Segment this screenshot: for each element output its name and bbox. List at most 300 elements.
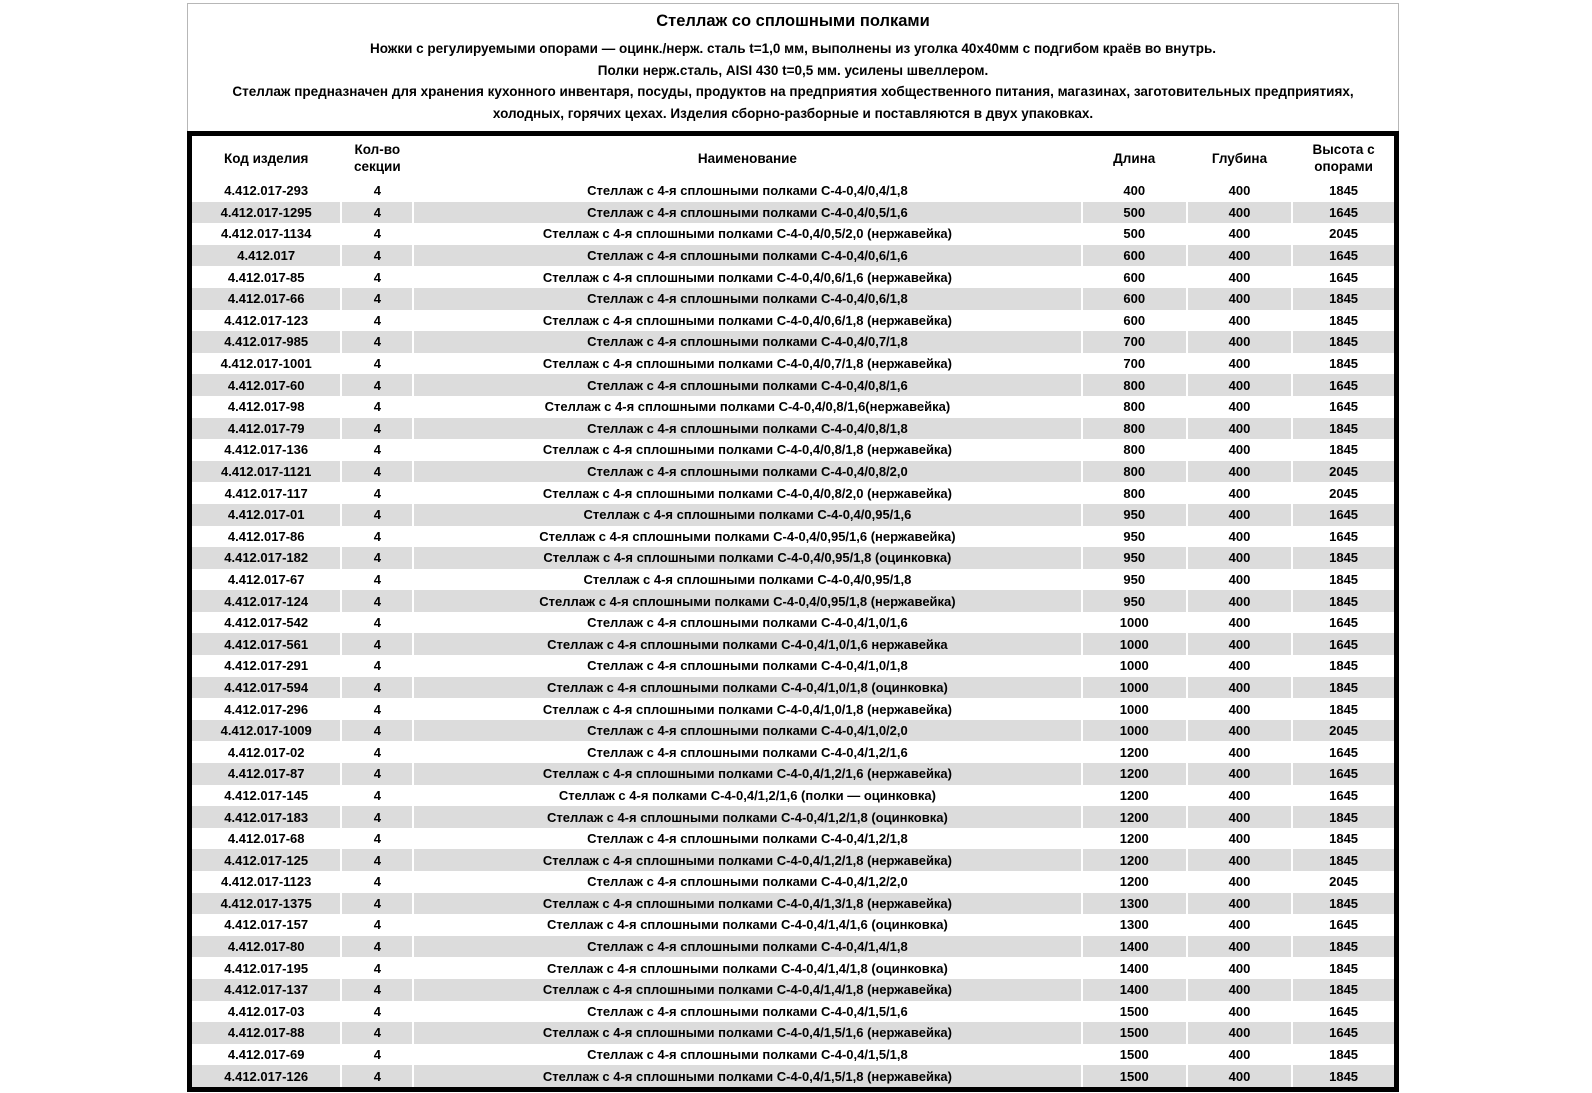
cell-qty: 4 [341, 202, 413, 224]
table-row [190, 893, 1397, 915]
cell-code: 4.412.017-69 [190, 1044, 342, 1066]
table-row [190, 957, 1397, 979]
cell-length: 800 [1082, 374, 1187, 396]
cell-depth: 400 [1187, 806, 1292, 828]
cell-name: Стеллаж с 4-я сплошными полками С-4-0,4/1,2/1,8 (оцинковка) [413, 806, 1081, 828]
cell-length: 950 [1082, 569, 1187, 591]
cell-name: Стеллаж с 4-я сплошными полками С-4-0,4/0,95/1,8 [413, 569, 1081, 591]
cell-depth: 400 [1187, 785, 1292, 807]
cell-qty: 4 [341, 871, 413, 893]
cell-qty: 4 [341, 439, 413, 461]
cell-code: 4.412.017-02 [190, 741, 342, 763]
cell-depth: 400 [1187, 331, 1292, 353]
cell-depth: 400 [1187, 223, 1292, 245]
cell-length: 950 [1082, 547, 1187, 569]
cell-code: 4.412.017-1134 [190, 223, 342, 245]
cell-depth: 400 [1187, 914, 1292, 936]
table-row [190, 1022, 1397, 1044]
cell-qty: 4 [341, 310, 413, 332]
cell-code: 4.412.017-123 [190, 310, 342, 332]
column-header-depth: Глубина [1187, 134, 1292, 181]
table-row [190, 936, 1397, 958]
table-row [190, 374, 1397, 396]
cell-name: Стеллаж с 4-я сплошными полками С-4-0,4/0,7/1,8 [413, 331, 1081, 353]
cell-name: Стеллаж с 4-я сплошными полками С-4-0,4/1,2/1,6 (нержавейка) [413, 763, 1081, 785]
cell-height: 1645 [1329, 615, 1359, 631]
cell-height: 1845 [1292, 979, 1396, 1001]
cell-length: 1400 [1082, 936, 1187, 958]
cell-qty: 4 [341, 374, 413, 396]
cell-qty: 4 [341, 1044, 413, 1066]
cell-name: Стеллаж с 4-я сплошными полками С-4-0,4/0,6/1,6 [413, 245, 1081, 267]
cell-code: 4.412.017-1001 [190, 353, 342, 375]
cell-height: 1845 [1329, 831, 1359, 847]
cell-depth: 400 [1187, 763, 1292, 785]
cell-depth: 400 [1187, 569, 1292, 591]
cell-name: Стеллаж с 4-я сплошными полками С-4-0,4/1,2/1,8 (нержавейка) [413, 849, 1081, 871]
cell-depth: 400 [1187, 547, 1292, 569]
column-header-length: Длина [1082, 134, 1187, 181]
cell-height: 1845 [1292, 677, 1396, 699]
cell-length: 1000 [1082, 655, 1187, 677]
cell-length: 800 [1082, 482, 1187, 504]
cell-code: 4.412.017-1295 [190, 202, 342, 224]
cell-qty: 4 [341, 504, 413, 526]
cell-depth: 400 [1187, 504, 1292, 526]
cell-height: 1845 [1292, 331, 1396, 353]
table-header-row [190, 134, 1397, 181]
cell-depth: 400 [1187, 655, 1292, 677]
cell-name: Стеллаж с 4-я сплошными полками С-4-0,4/0,95/1,8 (оцинковка) [413, 547, 1081, 569]
cell-name: Стеллаж с 4-я сплошными полками С-4-0,4/0,95/1,6 (нержавейка) [413, 526, 1081, 548]
cell-qty: 4 [341, 288, 413, 310]
description-line: Ножки с регулируемыми опорами — оцинк./нерж. сталь t=1,0 мм, выполнены из уголка 40х40мм с подгибом краёв во внутрь. [369, 41, 1217, 56]
cell-height: 2045 [1329, 874, 1359, 890]
cell-name: Стеллаж с 4-я сплошными полками С-4-0,4/0,6/1,8 (нержавейка) [413, 310, 1081, 332]
cell-name: Стеллаж с 4-я сплошными полками С-4-0,4/1,4/1,8 [413, 936, 1081, 958]
cell-height: 1645 [1292, 245, 1396, 267]
cell-qty: 4 [341, 590, 413, 612]
cell-code: 4.412.017-296 [190, 698, 342, 720]
cell-depth: 400 [1187, 374, 1292, 396]
cell-length: 1000 [1082, 720, 1187, 742]
cell-name: Стеллаж с 4-я сплошными полками С-4-0,4/0,95/1,8 (нержавейка) [413, 590, 1081, 612]
cell-name: Стеллаж с 4-я сплошными полками С-4-0,4/0,4/1,8 [413, 180, 1081, 202]
cell-depth: 400 [1187, 633, 1292, 655]
cell-height: 1845 [1329, 442, 1359, 458]
table-row [190, 504, 1397, 526]
cell-code: 4.412.017-157 [190, 914, 342, 936]
cell-code: 4.412.017-291 [190, 655, 342, 677]
cell-name: Стеллаж с 4-я сплошными полками С-4-0,4/0,8/1,8 [413, 418, 1081, 440]
cell-height: 2045 [1292, 720, 1396, 742]
cell-depth: 400 [1187, 1022, 1292, 1044]
table-row [190, 590, 1397, 612]
cell-height: 2045 [1292, 461, 1396, 483]
cell-depth: 400 [1187, 936, 1292, 958]
cell-qty: 4 [341, 957, 413, 979]
column-header-height: Высота с опорами [1312, 142, 1375, 174]
cell-code: 4.412.017 [190, 245, 342, 267]
table-row [190, 1065, 1397, 1089]
cell-code: 4.412.017-67 [190, 569, 342, 591]
cell-depth: 400 [1187, 439, 1292, 461]
table-row [190, 612, 1397, 634]
column-header-qty: Кол-во секции [341, 134, 413, 181]
cell-depth: 400 [1187, 1001, 1292, 1023]
cell-code: 4.412.017-293 [190, 180, 342, 202]
cell-height: 1645 [1329, 787, 1359, 803]
cell-depth: 400 [1187, 741, 1292, 763]
cell-height: 1845 [1329, 356, 1359, 372]
cell-qty: 4 [341, 936, 413, 958]
table-row [190, 418, 1397, 440]
table-body [190, 180, 1397, 1089]
cell-qty: 4 [341, 331, 413, 353]
cell-height: 1645 [1292, 504, 1396, 526]
cell-name: Стеллаж с 4-я сплошными полками С-4-0,4/1,0/1,6 нержавейка [413, 633, 1081, 655]
table-row [190, 741, 1397, 763]
cell-height: 2045 [1329, 485, 1359, 501]
cell-qty: 4 [341, 223, 413, 245]
table-row [190, 677, 1397, 699]
cell-depth: 400 [1187, 957, 1292, 979]
cell-qty: 4 [341, 979, 413, 1001]
table-row [190, 785, 1397, 807]
table-row [190, 698, 1397, 720]
cell-name: Стеллаж с 4-я сплошными полками С-4-0,4/0,6/1,6 (нержавейка) [413, 266, 1081, 288]
table-row [190, 439, 1397, 461]
cell-depth: 400 [1187, 893, 1292, 915]
cell-length: 1400 [1082, 979, 1187, 1001]
cell-code: 4.412.017-1375 [190, 893, 342, 915]
cell-length: 800 [1082, 396, 1187, 418]
cell-code: 4.412.017-85 [190, 266, 342, 288]
cell-code: 4.412.017-124 [190, 590, 342, 612]
cell-name: Стеллаж с 4-я сплошными полками С-4-0,4/1,3/1,8 (нержавейка) [413, 893, 1081, 915]
cell-depth: 400 [1187, 526, 1292, 548]
cell-name: Стеллаж с 4-я сплошными полками С-4-0,4/1,5/1,6 (нержавейка) [413, 1022, 1081, 1044]
cell-name: Стеллаж с 4-я сплошными полками С-4-0,4/0,8/1,6 [413, 374, 1081, 396]
cell-name: Стеллаж с 4-я сплошными полками С-4-0,4/0,8/2,0 [413, 461, 1081, 483]
cell-height: 2045 [1329, 226, 1359, 242]
table-row [190, 914, 1397, 936]
cell-length: 1500 [1082, 1022, 1187, 1044]
cell-length: 600 [1082, 266, 1187, 288]
cell-height: 1845 [1329, 183, 1359, 199]
cell-name: Стеллаж с 4-я сплошными полками С-4-0,4/1,2/1,6 [413, 741, 1081, 763]
cell-code: 4.412.017-542 [190, 612, 342, 634]
cell-code: 4.412.017-985 [190, 331, 342, 353]
cell-length: 800 [1082, 461, 1187, 483]
table-row [190, 828, 1397, 850]
cell-height: 1845 [1329, 312, 1359, 328]
cell-qty: 4 [341, 655, 413, 677]
cell-height: 1845 [1292, 893, 1396, 915]
cell-name: Стеллаж с 4-я сплошными полками С-4-0,4/1,0/1,8 [413, 655, 1081, 677]
cell-qty: 4 [341, 245, 413, 267]
cell-height: 1645 [1329, 744, 1359, 760]
cell-height: 1645 [1329, 528, 1359, 544]
table-row [190, 331, 1397, 353]
cell-length: 700 [1082, 353, 1187, 375]
cell-length: 1000 [1082, 698, 1187, 720]
cell-name: Стеллаж с 4-я полками С-4-0,4/1,2/1,6 (полки — оцинковка) [413, 785, 1081, 807]
cell-name: Стеллаж с 4-я сплошными полками С-4-0,4/1,0/2,0 [413, 720, 1081, 742]
cell-depth: 400 [1187, 353, 1292, 375]
cell-depth: 400 [1187, 612, 1292, 634]
cell-depth: 400 [1187, 482, 1292, 504]
cell-qty: 4 [341, 396, 413, 418]
cell-qty: 4 [341, 569, 413, 591]
cell-code: 4.412.017-182 [190, 547, 342, 569]
cell-length: 1500 [1082, 1001, 1187, 1023]
table-row [190, 266, 1397, 288]
cell-code: 4.412.017-183 [190, 806, 342, 828]
cell-qty: 4 [341, 677, 413, 699]
description-line: Стеллаж предназначен для хранения кухонного инвентаря, посуды, продуктов на предприятия хобщественного питания, магазинах, заготовительных предприятиях, [232, 84, 1354, 99]
cell-depth: 400 [1187, 202, 1292, 224]
table-row [190, 526, 1397, 548]
cell-qty: 4 [341, 720, 413, 742]
cell-name: Стеллаж с 4-я сплошными полками С-4-0,4/1,5/1,8 [413, 1044, 1081, 1066]
cell-code: 4.412.017-1009 [190, 720, 342, 742]
cell-qty: 4 [341, 828, 413, 850]
cell-length: 1300 [1082, 914, 1187, 936]
cell-height: 1845 [1292, 936, 1396, 958]
table-row [190, 461, 1397, 483]
cell-height: 1645 [1329, 917, 1359, 933]
cell-length: 800 [1082, 418, 1187, 440]
cell-length: 950 [1082, 526, 1187, 548]
cell-depth: 400 [1187, 1044, 1292, 1066]
cell-qty: 4 [341, 1001, 413, 1023]
cell-code: 4.412.017-01 [190, 504, 342, 526]
cell-length: 1200 [1082, 741, 1187, 763]
column-header-name: Наименование [413, 134, 1081, 181]
cell-qty: 4 [341, 547, 413, 569]
cell-depth: 400 [1187, 180, 1292, 202]
cell-qty: 4 [341, 1065, 413, 1089]
cell-qty: 4 [341, 633, 413, 655]
cell-qty: 4 [341, 612, 413, 634]
table-row [190, 1001, 1397, 1023]
cell-length: 1300 [1082, 893, 1187, 915]
cell-code: 4.412.017-195 [190, 957, 342, 979]
cell-length: 1500 [1082, 1065, 1187, 1089]
cell-code: 4.412.017-126 [190, 1065, 342, 1089]
cell-code: 4.412.017-87 [190, 763, 342, 785]
cell-name: Стеллаж с 4-я сплошными полками С-4-0,4/1,5/1,6 [413, 1001, 1081, 1023]
cell-code: 4.412.017-1123 [190, 871, 342, 893]
column-header-code: Код изделия [190, 134, 342, 181]
table-row [190, 353, 1397, 375]
cell-code: 4.412.017-79 [190, 418, 342, 440]
cell-length: 600 [1082, 245, 1187, 267]
cell-code: 4.412.017-60 [190, 374, 342, 396]
table-row [190, 763, 1397, 785]
cell-height: 1845 [1292, 590, 1396, 612]
cell-name: Стеллаж с 4-я сплошными полками С-4-0,4/0,6/1,8 [413, 288, 1081, 310]
cell-height: 1645 [1329, 399, 1359, 415]
table-row [190, 849, 1397, 871]
cell-qty: 4 [341, 806, 413, 828]
table-row [190, 310, 1397, 332]
cell-name: Стеллаж с 4-я сплошными полками С-4-0,4/0,5/2,0 (нержавейка) [413, 223, 1081, 245]
table-row [190, 180, 1397, 202]
cell-height: 1845 [1292, 288, 1396, 310]
cell-depth: 400 [1187, 849, 1292, 871]
cell-length: 700 [1082, 331, 1187, 353]
cell-height: 1645 [1292, 202, 1396, 224]
page-title: Стеллаж со сплошными полками [656, 12, 930, 30]
cell-qty: 4 [341, 353, 413, 375]
cell-height: 1645 [1292, 763, 1396, 785]
cell-length: 1200 [1082, 828, 1187, 850]
cell-height: 1845 [1329, 701, 1359, 717]
cell-length: 1200 [1082, 806, 1187, 828]
cell-length: 1200 [1082, 871, 1187, 893]
cell-height: 1845 [1292, 547, 1396, 569]
cell-length: 1500 [1082, 1044, 1187, 1066]
cell-qty: 4 [341, 482, 413, 504]
cell-qty: 4 [341, 741, 413, 763]
cell-depth: 400 [1187, 1065, 1292, 1089]
cell-height: 1845 [1292, 418, 1396, 440]
cell-length: 1000 [1082, 612, 1187, 634]
cell-name: Стеллаж с 4-я сплошными полками С-4-0,4/1,2/1,8 [413, 828, 1081, 850]
cell-code: 4.412.017-80 [190, 936, 342, 958]
document-page [187, 3, 1399, 1092]
cell-length: 1200 [1082, 849, 1187, 871]
cell-code: 4.412.017-117 [190, 482, 342, 504]
cell-qty: 4 [341, 266, 413, 288]
cell-length: 1200 [1082, 785, 1187, 807]
cell-height: 1645 [1292, 1022, 1396, 1044]
cell-height: 1845 [1292, 849, 1396, 871]
cell-height: 1845 [1329, 960, 1359, 976]
cell-length: 1200 [1082, 763, 1187, 785]
cell-length: 800 [1082, 439, 1187, 461]
table-row [190, 245, 1397, 267]
header-block [187, 3, 1399, 131]
cell-height: 1845 [1329, 1047, 1359, 1063]
cell-length: 950 [1082, 590, 1187, 612]
cell-depth: 400 [1187, 396, 1292, 418]
cell-name: Стеллаж с 4-я сплошными полками С-4-0,4/0,8/1,8 (нержавейка) [413, 439, 1081, 461]
cell-height: 1845 [1329, 658, 1359, 674]
cell-depth: 400 [1187, 310, 1292, 332]
cell-code: 4.412.017-136 [190, 439, 342, 461]
cell-code: 4.412.017-137 [190, 979, 342, 1001]
table-row [190, 482, 1397, 504]
cell-code: 4.412.017-03 [190, 1001, 342, 1023]
cell-height: 1645 [1329, 1003, 1359, 1019]
cell-depth: 400 [1187, 677, 1292, 699]
cell-code: 4.412.017-86 [190, 526, 342, 548]
cell-length: 600 [1082, 288, 1187, 310]
cell-length: 600 [1082, 310, 1187, 332]
cell-length: 500 [1082, 202, 1187, 224]
cell-name: Стеллаж с 4-я сплошными полками С-4-0,4/1,4/1,6 (оцинковка) [413, 914, 1081, 936]
cell-depth: 400 [1187, 461, 1292, 483]
cell-qty: 4 [341, 893, 413, 915]
cell-code: 4.412.017-145 [190, 785, 342, 807]
cell-code: 4.412.017-66 [190, 288, 342, 310]
cell-depth: 400 [1187, 828, 1292, 850]
table-row [190, 223, 1397, 245]
cell-depth: 400 [1187, 698, 1292, 720]
cell-height: 1845 [1292, 1065, 1396, 1089]
table-row [190, 871, 1397, 893]
cell-name: Стеллаж с 4-я сплошными полками С-4-0,4/1,4/1,8 (нержавейка) [413, 979, 1081, 1001]
cell-qty: 4 [341, 785, 413, 807]
table-row [190, 547, 1397, 569]
product-table [187, 131, 1399, 1092]
cell-depth: 400 [1187, 871, 1292, 893]
cell-code: 4.412.017-88 [190, 1022, 342, 1044]
cell-depth: 400 [1187, 245, 1292, 267]
cell-name: Стеллаж с 4-я сплошными полками С-4-0,4/0,95/1,6 [413, 504, 1081, 526]
cell-code: 4.412.017-98 [190, 396, 342, 418]
cell-qty: 4 [341, 180, 413, 202]
cell-height: 1645 [1292, 374, 1396, 396]
table-row [190, 720, 1397, 742]
cell-length: 1400 [1082, 957, 1187, 979]
cell-length: 400 [1082, 180, 1187, 202]
cell-depth: 400 [1187, 590, 1292, 612]
table-row [190, 633, 1397, 655]
cell-name: Стеллаж с 4-я сплошными полками С-4-0,4/1,4/1,8 (оцинковка) [413, 957, 1081, 979]
cell-qty: 4 [341, 461, 413, 483]
cell-code: 4.412.017-1121 [190, 461, 342, 483]
cell-qty: 4 [341, 914, 413, 936]
cell-depth: 400 [1187, 418, 1292, 440]
cell-length: 1000 [1082, 633, 1187, 655]
cell-height: 1645 [1329, 269, 1359, 285]
description-line: Полки нерж.сталь, AISI 430 t=0,5 мм. усилены швеллером. [597, 62, 989, 78]
description-line: холодных, горячих цехах. Изделия сборно-разборные и поставляются в двух упаковках. [492, 105, 1094, 121]
cell-qty: 4 [341, 418, 413, 440]
cell-qty: 4 [341, 849, 413, 871]
cell-code: 4.412.017-594 [190, 677, 342, 699]
cell-code: 4.412.017-68 [190, 828, 342, 850]
cell-name: Стеллаж с 4-я сплошными полками С-4-0,4/1,0/1,6 [413, 612, 1081, 634]
cell-code: 4.412.017-125 [190, 849, 342, 871]
table-row [190, 288, 1397, 310]
cell-depth: 400 [1187, 266, 1292, 288]
cell-name: Стеллаж с 4-я сплошными полками С-4-0,4/1,0/1,8 (оцинковка) [413, 677, 1081, 699]
cell-depth: 400 [1187, 979, 1292, 1001]
table-row [190, 569, 1397, 591]
cell-qty: 4 [341, 526, 413, 548]
table-row [190, 1044, 1397, 1066]
cell-qty: 4 [341, 763, 413, 785]
table-row [190, 396, 1397, 418]
cell-name: Стеллаж с 4-я сплошными полками С-4-0,4/1,0/1,8 (нержавейка) [413, 698, 1081, 720]
cell-name: Стеллаж с 4-я сплошными полками С-4-0,4/0,7/1,8 (нержавейка) [413, 353, 1081, 375]
cell-height: 1845 [1329, 571, 1359, 587]
cell-name: Стеллаж с 4-я сплошными полками С-4-0,4/0,8/2,0 (нержавейка) [413, 482, 1081, 504]
cell-length: 500 [1082, 223, 1187, 245]
table-row [190, 806, 1397, 828]
cell-height: 1645 [1292, 633, 1396, 655]
table-row [190, 655, 1397, 677]
cell-name: Стеллаж с 4-я сплошными полками С-4-0,4/1,2/2,0 [413, 871, 1081, 893]
cell-length: 950 [1082, 504, 1187, 526]
cell-depth: 400 [1187, 720, 1292, 742]
table-row [190, 979, 1397, 1001]
